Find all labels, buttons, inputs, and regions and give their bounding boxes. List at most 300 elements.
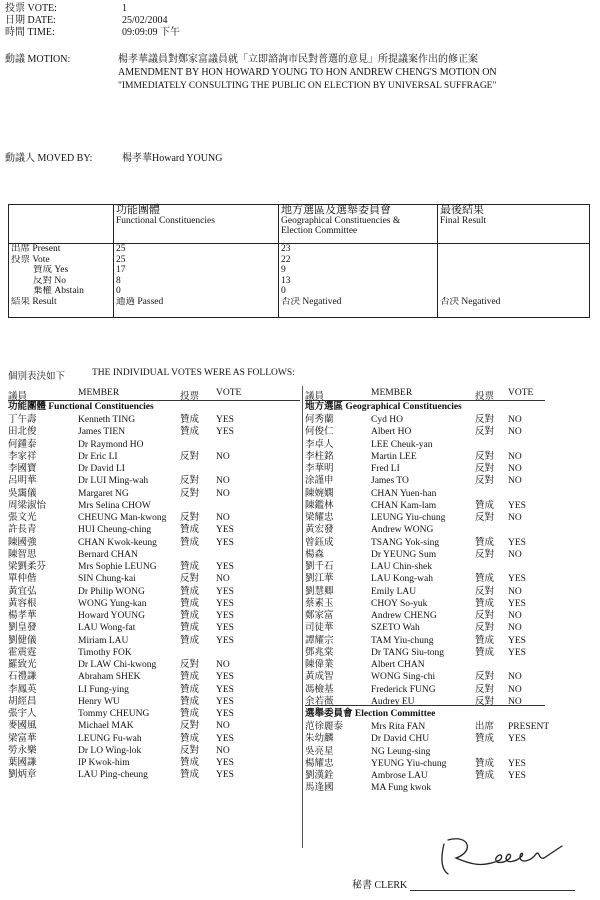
fc-header [114, 205, 279, 244]
row-label-abstain: 棄權 Abstain [33, 286, 84, 297]
individual-votes-title-zh: 個別表決如下 [8, 372, 66, 382]
member-name-en: LI Fung-ying [78, 684, 129, 695]
gc-member-row [305, 647, 595, 659]
fc-member-row [8, 414, 298, 426]
member-name-zh: 黃容根 [8, 598, 37, 609]
final-header-en: Final Result [440, 215, 487, 226]
vote-zh: 贊成 [475, 734, 495, 745]
vote-en: YES [216, 672, 234, 683]
member-name-zh: 吳亮星 [305, 746, 334, 757]
gc-result: 否決 Negatived [281, 296, 342, 307]
member-name-en: CHAN Kam-lam [371, 500, 437, 511]
member-name-en: TAM Yiu-chung [371, 635, 434, 646]
clerk-signature-line [410, 890, 575, 891]
gc-member-row [305, 451, 595, 463]
gc-member-row [305, 610, 595, 622]
member-name-zh: 田北俊 [8, 427, 37, 438]
vote-zh: 反對 [180, 476, 200, 487]
member-name-zh: 何鍾泰 [8, 439, 37, 450]
gc-member-row [305, 586, 595, 598]
gc-member-row [305, 622, 595, 634]
final-header [438, 205, 590, 244]
fc-member-row [8, 720, 298, 732]
gc-member-row [305, 463, 595, 475]
member-name-en: CHAN Yuen-han [371, 488, 437, 499]
gc-section-heading: 地方選區 Geographical Constituencies [305, 402, 462, 412]
vote-zh: 贊成 [180, 672, 200, 683]
gc-member-row [305, 696, 595, 708]
member-name-en: Miriam LAU [78, 635, 129, 646]
gc-yes: 9 [281, 265, 286, 276]
member-name-zh: 李家祥 [8, 451, 37, 462]
member-name-zh: 陳婉嫻 [305, 488, 334, 499]
member-name-en: James TIEN [78, 427, 126, 438]
vote-en: NO [508, 549, 522, 560]
col-vote-zh-right: 投票 [475, 392, 495, 402]
member-name-zh: 陳鑑林 [305, 500, 334, 511]
vote-en: YES [216, 758, 234, 768]
gc-member-row [305, 598, 595, 610]
member-name-en: Howard YOUNG [78, 611, 145, 621]
member-name-en: Mrs Rita FAN [371, 722, 426, 732]
member-name-zh: 張宇人 [8, 709, 37, 719]
fc-yes: 17 [116, 265, 126, 276]
vote-en: YES [216, 684, 234, 695]
vote-zh: 反對 [180, 745, 200, 756]
vote-zh: 反對 [475, 684, 495, 695]
vote-en: YES [216, 598, 234, 609]
member-name-en: IP Kwok-him [78, 758, 130, 768]
member-name-en: SIN Chung-kai [78, 574, 136, 585]
member-name-en: Michael MAK [78, 721, 134, 732]
member-name-zh: 黃宏發 [305, 525, 334, 536]
member-name-zh: 陳偉業 [305, 660, 334, 670]
gc-member-row [305, 414, 595, 426]
col-vote-en-right: VOTE [508, 388, 534, 398]
vote-en: NO [508, 684, 522, 695]
vote-en: NO [216, 721, 230, 732]
member-name-zh: 陳智思 [8, 549, 37, 560]
fc-member-row [8, 647, 298, 659]
vote-en: YES [508, 574, 526, 585]
motion-title-en-2: "IMMEDIATELY CONSULTING THE PUBLIC ON ELECTION BY UNIVERSAL SUFFRAGE" [118, 81, 497, 91]
member-name-en: Bernard CHAN [78, 549, 138, 560]
member-name-en: NG Leung-sing [371, 746, 431, 757]
fc-member-row [8, 708, 298, 720]
fc-member-row [8, 733, 298, 745]
member-name-en: Dr David LI [78, 464, 125, 474]
vote-zh: 出席 [475, 722, 495, 732]
vote-en: YES [508, 647, 526, 658]
member-name-en: Kenneth TING [78, 415, 136, 425]
row-label-no: 反對 No [33, 275, 66, 286]
member-name-en: Timothy FOK [78, 647, 132, 658]
member-name-en: YEUNG Yiu-chung [371, 758, 447, 769]
ec-member-row [305, 733, 595, 745]
member-name-en: Frederick FUNG [371, 684, 436, 695]
member-name-zh: 張文光 [8, 513, 37, 523]
vote-en: PRESENT [508, 722, 550, 732]
fc-vote: 25 [116, 254, 126, 265]
member-name-en: Audrey EU [371, 696, 415, 707]
vote-en: YES [216, 635, 234, 646]
member-name-en: Dr YEUNG Sum [371, 549, 437, 560]
member-name-zh: 李柱銘 [305, 451, 334, 462]
fc-member-row [8, 622, 298, 634]
member-name-zh: 劉皇發 [8, 623, 37, 634]
vote-en: YES [216, 623, 234, 634]
vote-en: YES [216, 709, 234, 719]
member-name-zh: 李卓人 [305, 439, 334, 450]
member-name-en: HUI Cheung-ching [78, 525, 152, 536]
member-name-en: Abraham SHEK [78, 672, 141, 683]
vote-zh: 反對 [475, 586, 495, 597]
member-name-zh: 丁午壽 [8, 415, 37, 425]
fc-member-row [8, 451, 298, 463]
fc-member-row [8, 745, 298, 757]
vote-en: YES [216, 427, 234, 438]
gc-values [279, 244, 438, 318]
fc-member-row [8, 426, 298, 438]
individual-votes-title-en: THE INDIVIDUAL VOTES WERE AS FOLLOWS: [92, 368, 295, 378]
vote-zh: 贊成 [180, 770, 200, 781]
vote-en: NO [216, 660, 230, 670]
vote-zh: 反對 [475, 427, 495, 438]
vote-en: NO [508, 415, 522, 425]
vote-zh: 贊成 [180, 611, 200, 621]
member-name-zh: 吳靄儀 [8, 488, 37, 499]
member-name-en: Margaret NG [78, 488, 129, 499]
member-name-en: MA Fung kwok [371, 783, 432, 794]
fc-no: 8 [116, 275, 121, 286]
member-name-en: Dr LO Wing-lok [78, 745, 142, 756]
fc-member-row [8, 610, 298, 622]
vote-zh: 反對 [475, 476, 495, 487]
member-name-en: Dr LAW Chi-kwong [78, 660, 157, 670]
vote-zh: 贊成 [180, 684, 200, 695]
member-name-en: Ambrose LAU [371, 771, 428, 781]
member-name-en: Mrs Sophie LEUNG [78, 562, 157, 572]
member-name-en: Dr Raymond HO [78, 439, 144, 450]
member-name-zh: 勞永樂 [8, 745, 37, 756]
vote-zh: 贊成 [475, 574, 495, 585]
fc-member-row [8, 769, 298, 781]
vote-zh: 贊成 [180, 415, 200, 425]
fc-member-row [8, 561, 298, 573]
member-name-en: LEE Cheuk-yan [371, 439, 433, 450]
vote-zh: 贊成 [475, 635, 495, 646]
fc-member-row [8, 696, 298, 708]
col-member-zh: 議員 [8, 392, 28, 402]
gc-header-en: Geographical Constituencies & [281, 215, 401, 226]
row-label-result: 結果 Result [11, 296, 57, 307]
final-values [438, 244, 590, 318]
member-name-en: Andrew WONG [371, 525, 434, 536]
vote-zh: 反對 [475, 464, 495, 474]
member-name-zh: 黃宜弘 [8, 586, 37, 597]
member-name-zh: 楊森 [305, 549, 325, 560]
vote-en: NO [508, 464, 522, 474]
ec-section-heading: 選舉委員會 Election Committee [305, 709, 436, 719]
gc-no: 13 [281, 275, 291, 286]
fc-member-row [8, 512, 298, 524]
member-name-zh: 李華明 [305, 464, 334, 474]
vote-zh: 反對 [475, 672, 495, 683]
ec-member-row [305, 770, 595, 782]
vote-zh: 反對 [180, 451, 200, 462]
vote-zh: 反對 [475, 611, 495, 621]
gc-member-row [305, 426, 595, 438]
gc-member-row [305, 549, 595, 561]
vote-zh: 反對 [180, 513, 200, 523]
fc-member-row [8, 586, 298, 598]
clerk-signature [430, 830, 580, 880]
vote-en: NO [508, 672, 522, 683]
member-name-en: CHOY So-yuk [371, 598, 428, 609]
vote-en: YES [216, 586, 234, 597]
member-name-zh: 劉健儀 [8, 635, 37, 646]
member-name-zh: 梁劉柔芬 [8, 562, 47, 572]
member-name-en: LAU Wong-fat [78, 623, 136, 634]
member-name-zh: 梁富華 [8, 733, 37, 744]
fc-member-row [8, 500, 298, 512]
vote-zh: 贊成 [180, 635, 200, 646]
vote-en: YES [508, 734, 526, 745]
member-name-zh: 楊孝華 [8, 611, 37, 621]
fc-member-row [8, 757, 298, 769]
gc-member-row [305, 635, 595, 647]
row-label-present: 出席 Present [11, 244, 61, 254]
vote-zh: 贊成 [475, 598, 495, 609]
member-name-zh: 蔡素玉 [305, 598, 334, 609]
motion-title-zh: 楊孝華議員對鄭家富議員就「立即諮詢市民對普選的意見」所提議案作出的修正案 [118, 54, 478, 65]
vote-zh: 贊成 [475, 537, 495, 548]
member-name-en: Tommy CHEUNG [78, 709, 150, 719]
gc-member-row [305, 573, 595, 585]
vote-en: NO [216, 451, 230, 462]
vote-en: NO [508, 513, 522, 523]
fc-member-row [8, 671, 298, 683]
member-name-zh: 麥國風 [8, 721, 37, 732]
vote-en: YES [216, 696, 234, 707]
gc-abstain: 0 [281, 286, 286, 297]
results-row-labels [9, 244, 114, 318]
vote-en: NO [508, 623, 522, 634]
fc-member-row [8, 635, 298, 647]
vote-zh: 贊成 [180, 758, 200, 768]
member-name-en: TSANG Yok-sing [371, 537, 440, 548]
member-name-zh: 石禮謙 [8, 672, 37, 683]
member-name-zh: 朱幼麟 [305, 734, 334, 745]
fc-member-row [8, 598, 298, 610]
member-name-en: Albert HO [371, 427, 412, 438]
gc-vote: 22 [281, 254, 291, 265]
vote-en: YES [216, 525, 234, 536]
fc-header-zh: 功能團體 [116, 204, 160, 216]
member-name-zh: 黃成智 [305, 672, 334, 683]
moved-by-label: 動議人 MOVED BY: [5, 153, 93, 164]
vote-en: YES [216, 415, 234, 425]
member-name-zh: 周梁淑怡 [8, 500, 47, 511]
member-name-en: Henry WU [78, 696, 120, 707]
fc-header-en: Functional Constituencies [116, 215, 215, 226]
fc-member-row [8, 463, 298, 475]
member-name-en: Dr Philip WONG [78, 586, 145, 597]
ec-member-row [305, 746, 595, 758]
member-name-zh: 羅致光 [8, 660, 37, 670]
member-name-zh: 馬逢國 [305, 783, 334, 794]
vote-zh: 贊成 [180, 709, 200, 719]
vote-zh: 贊成 [180, 733, 200, 744]
member-name-zh: 呂明華 [8, 476, 37, 487]
member-name-en: Dr LUI Ming-wah [78, 476, 149, 487]
col-member-en-right: MEMBER [371, 388, 413, 398]
member-name-en: WONG Sing-chi [371, 672, 436, 683]
member-name-en: Martin LEE [371, 451, 417, 462]
moved-by-value: 楊孝華Howard YOUNG [122, 153, 223, 164]
member-name-zh: 劉江華 [305, 574, 334, 585]
final-result: 否決 Negatived [440, 296, 501, 307]
member-name-zh: 曾鈺成 [305, 537, 334, 548]
vote-zh: 贊成 [180, 427, 200, 438]
member-name-zh: 劉千石 [305, 562, 334, 572]
member-name-zh: 梁耀忠 [305, 513, 334, 523]
date-label: 日期 DATE: [5, 15, 56, 26]
vote-en: YES [216, 770, 234, 781]
member-name-en: LAU Chin-shek [371, 562, 432, 572]
gc-member-row [305, 671, 595, 683]
vote-number-value: 1 [122, 3, 127, 14]
col-member-zh-right: 議員 [305, 392, 325, 402]
vote-zh: 反對 [475, 623, 495, 634]
vote-zh: 贊成 [475, 771, 495, 781]
member-name-en: Albert CHAN [371, 660, 425, 670]
vote-en: YES [508, 771, 526, 781]
fc-member-row [8, 475, 298, 487]
col-member-en: MEMBER [78, 388, 120, 398]
fc-abstain: 0 [116, 286, 121, 297]
member-name-zh: 劉慧卿 [305, 586, 334, 597]
member-name-zh: 譚耀宗 [305, 635, 334, 646]
vote-zh: 贊成 [475, 647, 495, 658]
vote-en: NO [508, 451, 522, 462]
member-name-zh: 何秀蘭 [305, 415, 334, 425]
clerk-label: 秘書 CLERK [352, 880, 408, 891]
member-name-zh: 胡經昌 [8, 696, 37, 707]
fc-values [114, 244, 279, 318]
fc-member-row [8, 549, 298, 561]
member-name-en: Dr TANG Siu-tong [371, 647, 444, 658]
fc-member-row [8, 659, 298, 671]
vote-zh: 反對 [180, 721, 200, 732]
member-name-en: LAU Kong-wah [371, 574, 434, 585]
member-name-en: Dr Eric LI [78, 451, 118, 462]
gc-member-row [305, 475, 595, 487]
vote-zh: 反對 [475, 549, 495, 560]
member-name-en: WONG Yung-kan [78, 598, 147, 609]
gc-member-row [305, 537, 595, 549]
vote-zh: 贊成 [475, 758, 495, 769]
member-name-en: Mrs Selina CHOW [78, 500, 151, 511]
member-name-en: Emily LAU [371, 586, 417, 597]
motion-title-en-1: AMENDMENT BY HON HOWARD YOUNG TO HON ANDREW CHENG'S MOTION ON [118, 67, 497, 78]
row-label-yes: 贊成 Yes [33, 265, 69, 276]
vote-zh: 反對 [180, 488, 200, 499]
vote-en: YES [508, 537, 526, 548]
time-value: 09:09:09 下午 [122, 27, 181, 38]
results-corner-cell [9, 205, 114, 244]
vote-en: YES [508, 500, 526, 511]
vote-zh: 贊成 [180, 586, 200, 597]
vote-zh: 贊成 [475, 500, 495, 511]
fc-member-row [8, 684, 298, 696]
ec-member-row [305, 758, 595, 770]
vote-en: NO [216, 745, 230, 756]
ec-member-row [305, 721, 595, 733]
vote-en: YES [508, 598, 526, 609]
vote-en: YES [216, 562, 234, 572]
member-name-zh: 劉炳章 [8, 770, 37, 781]
fc-member-row [8, 439, 298, 451]
results-table [8, 204, 590, 318]
member-name-en: James TO [371, 476, 409, 487]
vote-zh: 反對 [475, 451, 495, 462]
vote-en: NO [508, 611, 522, 621]
member-name-zh: 余若薇 [305, 696, 334, 707]
fc-member-row [8, 573, 298, 585]
col-vote-en: VOTE [216, 388, 242, 398]
vote-number-label: 投票 VOTE: [5, 3, 57, 14]
gc-present: 23 [281, 244, 291, 254]
member-name-zh: 鄧兆棠 [305, 647, 334, 658]
vote-en: YES [508, 758, 526, 769]
vote-zh: 反對 [475, 415, 495, 425]
member-name-zh: 單仲偕 [8, 574, 37, 585]
vote-zh: 反對 [475, 696, 495, 707]
fc-result: 通過 Passed [116, 296, 164, 307]
member-name-en: LAU Ping-cheung [78, 770, 148, 781]
vote-en: NO [216, 513, 230, 523]
member-name-zh: 許長青 [8, 525, 37, 536]
vote-en: YES [216, 733, 234, 744]
vote-en: NO [508, 586, 522, 597]
member-name-en: Dr David CHU [371, 734, 430, 745]
gc-header-en2: Election Committee [281, 226, 358, 236]
column-divider [302, 386, 303, 848]
member-name-en: Cyd HO [371, 415, 403, 425]
vote-zh: 贊成 [180, 525, 200, 536]
gc-member-row [305, 659, 595, 671]
vote-en: NO [508, 427, 522, 438]
fc-present: 25 [116, 244, 126, 254]
gc-header-zh: 地方選區及選舉委員會 [281, 204, 391, 216]
gc-member-row [305, 439, 595, 451]
vote-en: NO [508, 476, 522, 487]
member-name-zh: 馮檢基 [305, 684, 334, 695]
vote-en: YES [216, 611, 234, 621]
gc-member-row [305, 512, 595, 524]
vote-en: YES [508, 635, 526, 646]
ec-member-row [305, 782, 595, 794]
gc-member-row [305, 561, 595, 573]
member-name-en: CHEUNG Man-kwong [78, 513, 167, 523]
member-name-en: Fred LI [371, 464, 400, 474]
fc-section-heading: 功能團體 Functional Constituencies [8, 402, 154, 412]
vote-zh: 贊成 [180, 562, 200, 572]
member-name-zh: 涂謹申 [305, 476, 334, 487]
member-name-zh: 楊耀忠 [305, 758, 334, 769]
member-name-zh: 陳國強 [8, 537, 37, 548]
